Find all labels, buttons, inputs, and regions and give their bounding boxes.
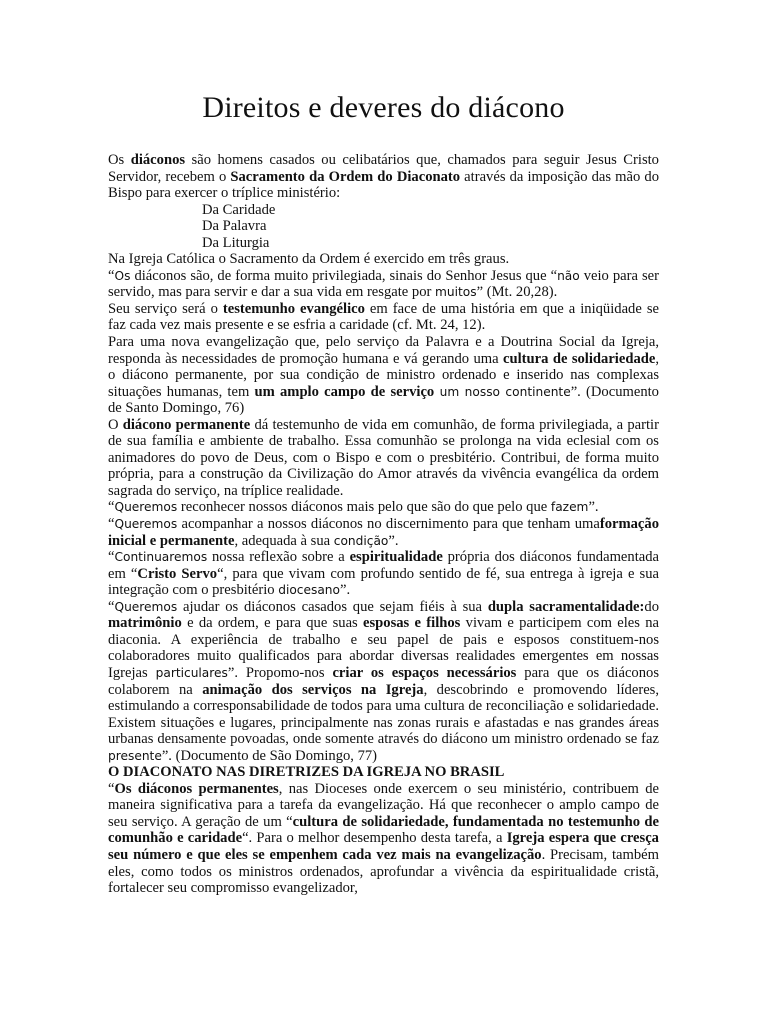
bold-run: Os diáconos permanentes: [114, 780, 279, 797]
text-run: ajudar os diáconos casados que sejam fiéis à sua: [177, 598, 488, 615]
bold-run: cultura de solidariedade: [503, 350, 656, 367]
bold-run: esposas e filhos: [363, 615, 461, 632]
bold-run: animação dos serviços na Igreja: [202, 681, 424, 698]
bold-run: diáconos: [130, 152, 186, 168]
text-run: Seu serviço será o: [108, 300, 223, 317]
sans-run: Queremos: [114, 500, 178, 515]
text-run: “, para que vivam com profundo sentido de fé, sua entrega à igreja e sua integração com o presbitério: [108, 565, 659, 599]
document-title: Direitos e deveres do diácono: [202, 91, 565, 124]
text-run: vivam e participem com eles na diaconia. A experiência de trabalho e seu papel de pais e esposos constituem-nos colaboradores muito qualificados para abordar diversas realidades emergentes em nossas Igrejas: [108, 615, 659, 681]
sans-run: muitos: [435, 285, 477, 300]
text-run: “: [108, 516, 115, 533]
paragraph-recognize: [108, 499, 659, 516]
bold-run: criar os espaços necessários: [332, 664, 517, 681]
paragraph-testimony: [108, 301, 659, 334]
text-run: , descobrindo e promovendo líderes, estimulando a corresponsabilidade de todos para uma cultura de reconciliação e solidariedade. Existem situações e lugares, principalmente nas zonas rurais e afastadas e nas grandes áreas urbanas densamente povoadas, onde somente através do diácono um ministro ordenado se faz: [108, 681, 659, 748]
bold-run: um amplo campo de serviço: [254, 383, 435, 400]
text-run: “: [108, 598, 115, 615]
ministry-item: Da Palavra: [202, 218, 267, 235]
text-run: ”.: [388, 532, 399, 549]
text-run: dá testemunho de vida em comunhão, de forma privilegiada, a partir de sua família e ambiente de trabalho. Essa comunhão se prolonga na vida eclesial com os animadores do povo de Deus, com o Bispo e com o presbitério. Contribui, de forma muito própria, para a construção da Civilização do Amor através da vivência evangélica da ordem sagrada do serviço, na tríplice realidade.: [108, 416, 659, 499]
bold-run: diácono permanente: [122, 416, 251, 433]
text-run: ”.: [339, 582, 351, 599]
bold-run: Igreja espera que cresça seu número e que eles se empenhem cada vez mais na evangelização: [108, 830, 659, 863]
text-run: O: [108, 416, 123, 433]
text-run: , nas Dioceses onde exercem o seu ministério, contribuem de maneira significativa para a tarefa da evangelização. Há que reconhecer o amplo campo de seu serviço. A geração de um “: [108, 780, 659, 830]
text-run: “: [108, 780, 115, 797]
text-run: ”. Propomo-nos: [227, 664, 333, 681]
sans-run: presente: [108, 748, 162, 763]
text-run: são homens casados ou celibatários que, chamados para seguir Jesus Cristo Servidor, recebem o: [108, 152, 659, 185]
text-run: reconhecer nossos diáconos mais pelo que são do que pelo que: [177, 499, 551, 516]
text-run: , adequada à sua: [234, 532, 334, 549]
document-body: [108, 152, 659, 897]
text-run: através da imposição das mão do Bispo para exercer o tríplice ministério:: [108, 168, 659, 202]
sans-run: fazem: [550, 500, 589, 515]
sans-run: não: [557, 268, 580, 283]
ministry-item: Da Caridade: [202, 201, 276, 218]
text-run: do: [644, 598, 659, 615]
sans-run: um nosso continente: [434, 384, 571, 399]
bold-run: matrimônio: [108, 615, 182, 632]
text-run: “: [108, 499, 115, 516]
sans-run: condição: [333, 533, 389, 548]
ministry-item: Da Liturgia: [202, 234, 270, 251]
sans-run: Queremos: [114, 599, 178, 614]
bold-run: cultura de solidariedade, fundamentada no testemunho de comunhão e caridade: [108, 813, 659, 847]
paragraph-signs: [108, 268, 659, 301]
text-run: em face de uma história em que a iniqüidade se faz cada vez mais presente e se esfria a caridade (cf. Mt. 24, 12).: [108, 300, 660, 334]
text-run: e da ordem, e para que suas: [181, 615, 364, 632]
paragraph-evangelization: [108, 334, 659, 417]
sans-run: diocesano: [278, 583, 340, 598]
text-run: ”. (Documento de São Domingo, 77): [161, 747, 378, 764]
text-run: ” (Mt. 20,28).: [476, 284, 558, 301]
text-run: Os: [108, 152, 131, 168]
text-run: “: [108, 267, 115, 284]
paragraph-degrees: Na Igreja Católica o Sacramento da Ordem é exercido em três graus.: [108, 251, 510, 268]
sans-run: Os: [114, 268, 131, 283]
paragraph-formation: [108, 516, 659, 549]
paragraph-married-deacons: [108, 599, 659, 764]
text-run: “: [108, 549, 115, 566]
sans-run: particulares: [155, 665, 228, 680]
sans-run: Continuaremos: [114, 550, 208, 565]
text-run: “. Para o melhor desempenho desta tarefa, a: [242, 830, 507, 847]
bold-run: dupla sacramentalidade:: [487, 598, 645, 615]
text-run: nossa reflexão sobre a: [207, 549, 350, 566]
text-run: para que os diáconos colaborem na: [108, 664, 659, 698]
paragraph-spirituality: [108, 549, 659, 599]
bold-run: espiritualidade: [349, 549, 443, 566]
section-heading: O DIACONATO NAS DIRETRIZES DA IGREJA NO BRASIL: [108, 764, 505, 781]
text-run: ”. (Documento de Santo Domingo, 76): [108, 383, 659, 417]
bold-run: formação inicial e permanente: [108, 516, 659, 549]
paragraph-permanent-deacon: [108, 417, 659, 500]
text-run: diáconos são, de forma muito privilegiada, sinais do Senhor Jesus que “: [130, 267, 558, 284]
text-run: própria dos diáconos fundamentada em “: [108, 549, 660, 582]
sans-run: Queremos: [114, 517, 178, 532]
bold-run: testemunho evangélico: [222, 300, 365, 317]
text-run: acompanhar a nossos diáconos no discernimento para que tenham uma: [177, 516, 600, 533]
text-run: ”.: [588, 499, 599, 516]
bold-run: Cristo Servo: [137, 565, 218, 582]
text-run: Para uma nova evangelização que, pelo serviço da Palavra e a Doutrina Social da Igreja, responda às necessidades de promoção humana e vá gerando uma: [108, 334, 659, 367]
text-run: . Precisam, também eles, como todos os ministros ordenados, aprofundar a vivência da espiritualidade cristã, fortalecer seu compromisso evangelizador,: [108, 846, 659, 897]
text-run: veio para ser servido, mas para servir e dar a sua vida em resgate por: [108, 267, 659, 301]
paragraph-intro: [108, 152, 659, 202]
bold-run: Sacramento da Ordem do Diaconato: [230, 168, 461, 185]
paragraph-directives: [108, 781, 659, 897]
text-run: , o diácono permanente, por sua condição de ministro ordenado e inserido nas complexas situações humanas, tem: [108, 350, 659, 400]
